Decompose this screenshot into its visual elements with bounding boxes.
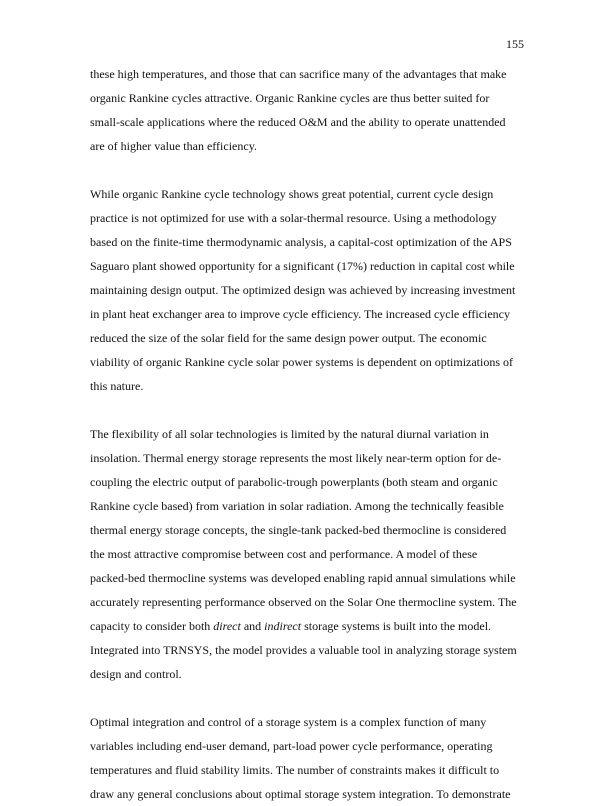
text-line-with-italics: [90, 614, 528, 638]
text-line: the most attractive compromise between cost and performance. A model of these: [90, 547, 478, 561]
text-line: variables including end-user demand, part-load power cycle performance, operating: [90, 739, 493, 753]
text-line: accurately representing performance observed on the Solar One thermocline system. The: [90, 595, 517, 609]
text-line: packed-bed thermocline systems was developed enabling rapid annual simulations while: [90, 571, 516, 585]
text-fragment: and: [240, 619, 265, 633]
text-line: maintaining design output. The optimized design was achieved by increasing investment: [90, 283, 516, 297]
text-line: temperatures and fluid stability limits. The number of constraints makes it difficult to: [90, 763, 500, 777]
paragraph-3: [90, 422, 528, 686]
text-line: these high temperatures, and those that can sacrifice many of the advantages that make: [90, 67, 507, 81]
text-line: While organic Rankine cycle technology shows great potential, current cycle design: [90, 187, 494, 201]
text-line: viability of organic Rankine cycle solar power systems is dependent on optimizations of: [90, 355, 514, 369]
text-line: thermal energy storage concepts, the single-tank packed-bed thermocline is considered: [90, 523, 507, 537]
text-fragment: storage systems is built into the model.: [301, 619, 492, 633]
text-line: are of higher value than efficiency.: [90, 139, 257, 153]
text-fragment: capacity to consider both: [90, 619, 214, 633]
paragraph-2: [90, 182, 528, 398]
text-line: The flexibility of all solar technologies is limited by the natural diurnal variation in: [90, 427, 489, 441]
paragraph-1: [90, 62, 528, 158]
text-line: practice is not optimized for use with a solar-thermal resource. Using a methodology: [90, 211, 497, 225]
text-line: this nature.: [90, 379, 144, 393]
italic-term-direct: direct: [213, 619, 241, 633]
text-line: organic Rankine cycles attractive. Organic Rankine cycles are thus better suited for: [90, 91, 490, 105]
text-line: Rankine cycle based) from variation in solar radiation. Among the technically feasible: [90, 499, 504, 513]
text-line: reduced the size of the solar field for the same design power output. The economic: [90, 331, 487, 345]
text-line: small-scale applications where the reduced O&M and the ability to operate unattended: [90, 115, 506, 129]
text-line: draw any general conclusions about optimal storage system integration. To demonstrate: [90, 787, 511, 801]
page-number: 155: [506, 37, 524, 51]
text-line: design and control.: [90, 667, 182, 681]
text-line: Integrated into TRNSYS, the model provides a valuable tool in analyzing storage system: [90, 643, 517, 657]
text-line: insolation. Thermal energy storage represents the most likely near-term option for de-: [90, 451, 502, 465]
text-line: Optimal integration and control of a storage system is a complex function of many: [90, 715, 487, 729]
italic-term-indirect: indirect: [264, 619, 302, 633]
text-line: Saguaro plant showed opportunity for a significant (17%) reduction in capital cost while: [90, 259, 515, 273]
text-line: in plant heat exchanger area to improve cycle efficiency. The increased cycle efficiency: [90, 307, 510, 321]
text-line: coupling the electric output of parabolic-trough powerplants (both steam and organic: [90, 475, 498, 489]
text-line: based on the finite-time thermodynamic analysis, a capital-cost optimization of the APS: [90, 235, 512, 249]
body-text: [90, 62, 528, 806]
